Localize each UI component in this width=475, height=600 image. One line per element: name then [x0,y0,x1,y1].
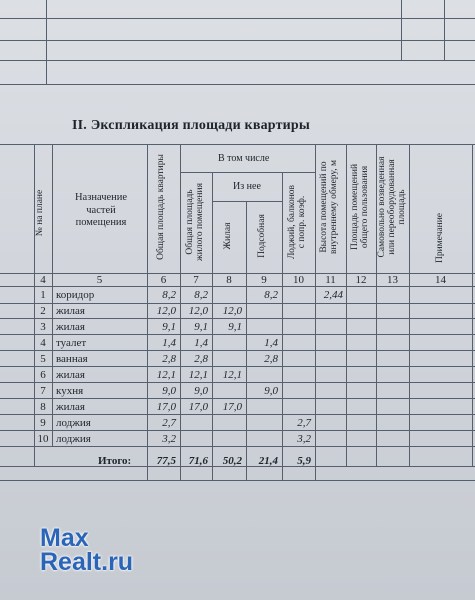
row-number: 2 [40,305,46,317]
row-total-living: 12,1 [188,369,208,381]
row-total-area: 1,4 [162,337,176,349]
row-living: 12,1 [222,369,242,381]
header-note: Примечание [435,212,445,264]
header-common-area: Площадь помещений общего пользования [350,163,370,251]
row-loggia: 3,2 [297,433,311,445]
row-auxiliary: 8,2 [264,289,278,301]
row-total-area: 12,1 [156,369,176,381]
header-of-which: Из нее [233,181,261,192]
row-number: 9 [40,417,46,429]
row-total-area: 9,1 [162,321,176,333]
column-number: 4 [40,274,46,286]
row-total-living: 2,8 [194,353,208,365]
row-total-living: 9,0 [194,385,208,397]
row-number: 10 [37,433,49,445]
row-auxiliary: 1,4 [264,337,278,349]
row-living: 12,0 [222,305,242,317]
row-room-name: лоджия [56,433,91,445]
row-room-name: жилая [56,305,85,317]
header-unauthorized: Самовольно возведенная или переоборудованная площадь [377,156,407,258]
row-total-living: 9,1 [194,321,208,333]
totals-auxiliary: 21,4 [258,455,278,467]
totals-total-area: 77,5 [156,455,176,467]
row-number: 7 [40,385,46,397]
totals-total-living: 71,6 [188,455,208,467]
column-number: 13 [387,274,398,286]
row-total-area: 3,2 [162,433,176,445]
section-title: II. Экспликация площади квартиры [72,118,311,133]
row-auxiliary: 2,8 [264,353,278,365]
row-number: 4 [40,337,46,349]
column-number: 5 [96,274,103,286]
row-total-area: 12,0 [156,305,176,317]
row-total-area: 2,7 [162,417,176,429]
row-total-living: 12,0 [188,305,208,317]
header-auxiliary: Подсобная [257,214,267,258]
header-living: Жилая [223,222,233,250]
maxrealt-watermark: Max Realt.ru [40,524,134,576]
column-number: 14 [435,274,446,286]
row-number: 5 [40,353,46,365]
header-total-area: Общая площадь квартиры [156,154,166,260]
row-total-area: 9,0 [162,385,176,397]
header-height: Высота помещений по внутреннему обмеру, м [319,160,339,254]
column-number: 10 [293,274,304,286]
row-room-name: жилая [56,369,85,381]
totals-loggia: 5,9 [297,455,311,467]
row-living: 17,0 [222,401,242,413]
row-number: 3 [40,321,46,333]
row-room-name: жилая [56,401,85,413]
row-room-name: кухня [56,385,84,397]
totals-label: Итого: [98,455,132,467]
header-num-on-plan: № на плане [35,189,45,237]
totals-living: 50,2 [222,455,242,467]
row-room-name: коридор [56,289,95,301]
row-auxiliary: 9,0 [264,385,278,397]
row-total-living: 8,2 [194,289,208,301]
row-total-area: 17,0 [156,401,176,413]
row-room-name: туалет [56,337,87,349]
column-number: 7 [193,274,199,286]
row-number: 1 [40,289,46,301]
row-height: 2,44 [323,289,343,301]
row-room-name: жилая [56,321,85,333]
column-number: 9 [261,274,267,286]
row-total-area: 8,2 [162,289,176,301]
column-number: 8 [226,274,232,286]
row-loggia: 2,7 [297,417,311,429]
row-room-name: лоджия [56,417,91,429]
row-number: 6 [40,369,46,381]
row-room-name: ванная [56,353,88,365]
header-purpose: Назначение частей помещения [74,192,128,229]
column-number: 11 [325,274,336,286]
column-number: 6 [160,274,167,286]
row-total-living: 17,0 [188,401,208,413]
row-number: 8 [40,401,46,413]
header-loggias: Лоджий, балконов с попр. коэф. [287,184,307,260]
row-living: 9,1 [228,321,242,333]
row-total-living: 1,4 [194,337,208,349]
header-total-living: Общая площадь жилого помещения [185,183,205,261]
header-incl: В том числе [218,153,270,164]
column-number: 12 [355,274,367,286]
row-total-area: 2,8 [162,353,176,365]
